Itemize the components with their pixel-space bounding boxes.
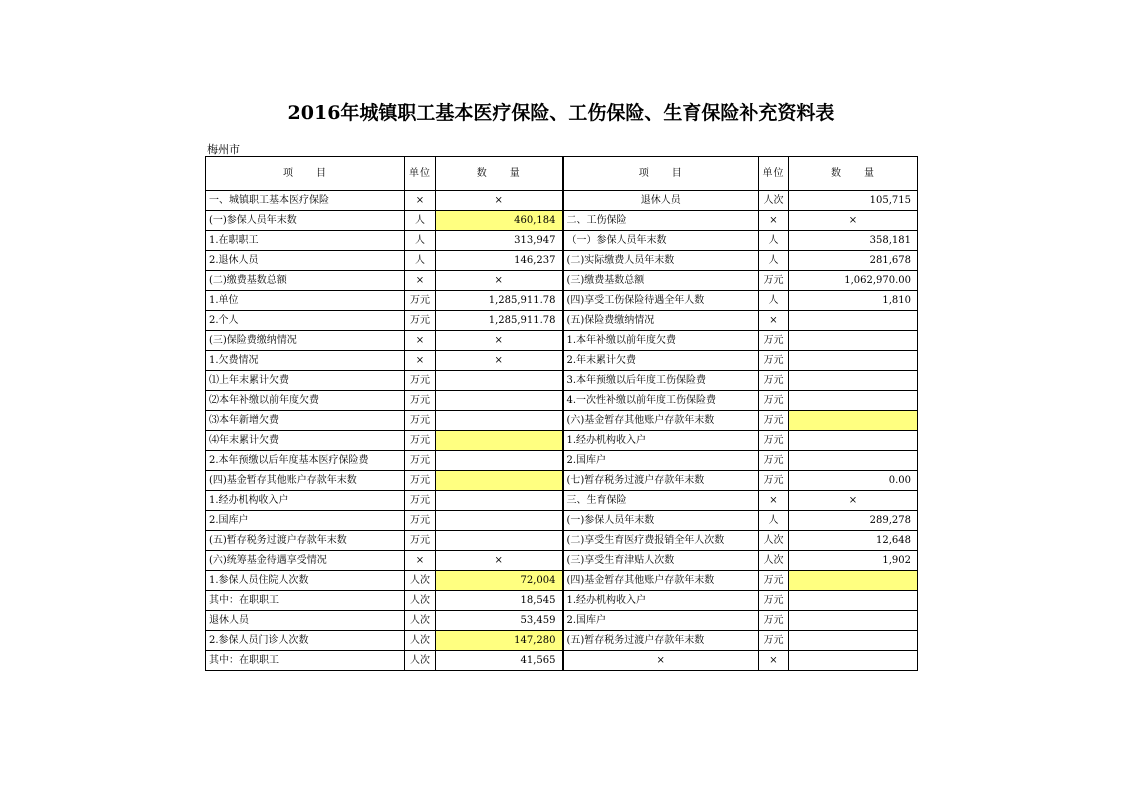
left-unit-cell: 万元 [405, 471, 436, 491]
left-value-cell: 1,285,911.78 [436, 311, 563, 331]
right-item-cell: 4.一次性补缴以前年度工伤保险费 [563, 391, 759, 411]
right-item-cell: (四)享受工伤保险待遇全年人数 [563, 291, 759, 311]
right-unit-cell: 人 [759, 511, 789, 531]
left-value-cell: 72,004 [436, 571, 563, 591]
left-value-cell [436, 411, 563, 431]
left-value-cell: 460,184 [436, 211, 563, 231]
left-unit-cell: × [405, 191, 436, 211]
right-unit-cell: 人 [759, 251, 789, 271]
left-item-cell: 2.退休人员 [206, 251, 405, 271]
left-value-cell: × [436, 331, 563, 351]
left-item-cell: 2.个人 [206, 311, 405, 331]
table-row [206, 611, 918, 631]
right-unit-cell: × [759, 211, 789, 231]
right-item-cell: （一）参保人员年末数 [563, 231, 759, 251]
left-value-cell [436, 371, 563, 391]
left-item-cell: (二)缴费基数总额 [206, 271, 405, 291]
table-row [206, 251, 918, 271]
supplementary-data-table [205, 156, 918, 671]
left-item-cell: (五)暂存税务过渡户存款年末数 [206, 531, 405, 551]
right-value-cell: 12,648 [789, 531, 918, 551]
left-item-cell: 2.国库户 [206, 511, 405, 531]
right-value-cell [789, 391, 918, 411]
right-item-cell: 2.国库户 [563, 611, 759, 631]
right-unit-cell: 万元 [759, 631, 789, 651]
right-item-cell: 2.国库户 [563, 451, 759, 471]
right-value-cell: × [789, 211, 918, 231]
left-unit-cell: 万元 [405, 511, 436, 531]
table-row [206, 331, 918, 351]
left-item-cell: ⑷年末累计欠费 [206, 431, 405, 451]
right-item-cell: (二)实际缴费人员年末数 [563, 251, 759, 271]
right-unit-cell: 万元 [759, 331, 789, 351]
right-value-cell: 1,062,970.00 [789, 271, 918, 291]
table-row [206, 651, 918, 671]
left-item-cell: (四)基金暂存其他账户存款年末数 [206, 471, 405, 491]
left-unit-cell: 万元 [405, 531, 436, 551]
right-item-cell: 1.经办机构收入户 [563, 431, 759, 451]
left-unit-cell: 万元 [405, 451, 436, 471]
right-item-cell: × [563, 651, 759, 671]
table-row [206, 231, 918, 251]
right-value-cell: × [789, 491, 918, 511]
table-row [206, 491, 918, 511]
left-unit-cell: 人 [405, 211, 436, 231]
table-header-row [206, 157, 918, 191]
right-value-cell: 358,181 [789, 231, 918, 251]
table-row [206, 211, 918, 231]
right-item-cell: (五)暂存税务过渡户存款年末数 [563, 631, 759, 651]
left-value-cell [436, 451, 563, 471]
right-item-cell: 3.本年预缴以后年度工伤保险费 [563, 371, 759, 391]
table-row [206, 451, 918, 471]
left-value-cell [436, 491, 563, 511]
right-value-cell [789, 591, 918, 611]
table-row [206, 511, 918, 531]
left-item-cell: 其中：在职职工 [206, 591, 405, 611]
table-row [206, 351, 918, 371]
left-item-cell: 2.本年预缴以后年度基本医疗保险费 [206, 451, 405, 471]
left-value-cell: 146,237 [436, 251, 563, 271]
table-row [206, 591, 918, 611]
left-value-cell: × [436, 551, 563, 571]
table-row [206, 291, 918, 311]
region-label: 梅州市 [207, 143, 240, 156]
left-item-cell: (六)统筹基金待遇享受情况 [206, 551, 405, 571]
page-title: 2016年城镇职工基本医疗保险、工伤保险、生育保险补充资料表 [287, 102, 835, 124]
right-unit-cell: 万元 [759, 411, 789, 431]
right-value-cell [789, 451, 918, 471]
right-unit-cell: 万元 [759, 451, 789, 471]
right-value-cell: 105,715 [789, 191, 918, 211]
right-unit-cell: 万元 [759, 271, 789, 291]
right-item-cell: 二、工伤保险 [563, 211, 759, 231]
left-value-cell: 41,565 [436, 651, 563, 671]
left-item-cell: 1.参保人员住院人次数 [206, 571, 405, 591]
right-value-cell: 1,902 [789, 551, 918, 571]
table-row [206, 391, 918, 411]
right-unit-cell: 万元 [759, 431, 789, 451]
right-item-cell: 三、生育保险 [563, 491, 759, 511]
table-row [206, 371, 918, 391]
left-value-cell: × [436, 351, 563, 371]
right-unit-cell: 人次 [759, 531, 789, 551]
right-value-cell [789, 371, 918, 391]
left-value-cell: 1,285,911.78 [436, 291, 563, 311]
header-item-right: 项 目 [563, 157, 759, 191]
right-value-cell [789, 311, 918, 331]
right-value-cell: 1,810 [789, 291, 918, 311]
right-unit-cell: 万元 [759, 591, 789, 611]
table-row [206, 531, 918, 551]
left-unit-cell: 万元 [405, 491, 436, 511]
left-unit-cell: × [405, 271, 436, 291]
right-unit-cell: 人次 [759, 551, 789, 571]
left-value-cell [436, 471, 563, 491]
left-item-cell: ⑵本年补缴以前年度欠费 [206, 391, 405, 411]
right-value-cell: 281,678 [789, 251, 918, 271]
left-unit-cell: 万元 [405, 311, 436, 331]
left-item-cell: 1.欠费情况 [206, 351, 405, 371]
right-item-cell: (三)享受生育津贴人次数 [563, 551, 759, 571]
right-unit-cell: 万元 [759, 471, 789, 491]
right-value-cell: 0.00 [789, 471, 918, 491]
left-unit-cell: 人 [405, 231, 436, 251]
left-value-cell: 313,947 [436, 231, 563, 251]
table-row [206, 311, 918, 331]
left-unit-cell: 万元 [405, 411, 436, 431]
right-unit-cell: 万元 [759, 371, 789, 391]
left-unit-cell: 人次 [405, 631, 436, 651]
left-item-cell: 1.单位 [206, 291, 405, 311]
left-unit-cell: × [405, 331, 436, 351]
left-value-cell: 53,459 [436, 611, 563, 631]
left-unit-cell: 人次 [405, 591, 436, 611]
right-item-cell: (三)缴费基数总额 [563, 271, 759, 291]
right-item-cell: (七)暂存税务过渡户存款年末数 [563, 471, 759, 491]
right-item-cell: (二)享受生育医疗费报销全年人次数 [563, 531, 759, 551]
left-item-cell: 1.经办机构收入户 [206, 491, 405, 511]
right-value-cell [789, 351, 918, 371]
left-item-cell: 一、城镇职工基本医疗保险 [206, 191, 405, 211]
right-unit-cell: × [759, 491, 789, 511]
left-unit-cell: 万元 [405, 431, 436, 451]
table-row [206, 551, 918, 571]
right-unit-cell: 万元 [759, 571, 789, 591]
right-value-cell [789, 571, 918, 591]
table-row [206, 471, 918, 491]
left-unit-cell: 万元 [405, 391, 436, 411]
left-value-cell: 147,280 [436, 631, 563, 651]
right-item-cell: 1.本年补缴以前年度欠费 [563, 331, 759, 351]
right-unit-cell: 万元 [759, 351, 789, 371]
right-unit-cell: × [759, 311, 789, 331]
right-unit-cell: 万元 [759, 611, 789, 631]
left-unit-cell: 万元 [405, 371, 436, 391]
left-unit-cell: 人 [405, 251, 436, 271]
header-unit-right: 单位 [759, 157, 789, 191]
left-value-cell: × [436, 191, 563, 211]
right-value-cell [789, 331, 918, 351]
left-unit-cell: × [405, 551, 436, 571]
left-item-cell: 其中：在职职工 [206, 651, 405, 671]
left-value-cell [436, 531, 563, 551]
left-item-cell: ⑴上年末累计欠费 [206, 371, 405, 391]
right-value-cell: 289,278 [789, 511, 918, 531]
right-value-cell [789, 631, 918, 651]
right-unit-cell: 万元 [759, 391, 789, 411]
left-value-cell: 18,545 [436, 591, 563, 611]
header-item-left: 项 目 [206, 157, 405, 191]
left-value-cell: × [436, 271, 563, 291]
table-row [206, 411, 918, 431]
header-unit-left: 单位 [405, 157, 436, 191]
right-item-cell: (五)保险费缴纳情况 [563, 311, 759, 331]
table-row [206, 631, 918, 651]
left-item-cell: (一)参保人员年末数 [206, 211, 405, 231]
left-item-cell: 1.在职职工 [206, 231, 405, 251]
right-value-cell [789, 651, 918, 671]
right-item-cell: (四)基金暂存其他账户存款年末数 [563, 571, 759, 591]
right-item-cell: 1.经办机构收入户 [563, 591, 759, 611]
left-item-cell: ⑶本年新增欠费 [206, 411, 405, 431]
left-item-cell: 2.参保人员门诊人次数 [206, 631, 405, 651]
left-value-cell [436, 431, 563, 451]
left-unit-cell: 人次 [405, 651, 436, 671]
left-unit-cell: × [405, 351, 436, 371]
right-unit-cell: 人次 [759, 191, 789, 211]
right-unit-cell: 人 [759, 291, 789, 311]
right-unit-cell: × [759, 651, 789, 671]
right-item-cell: (六)基金暂存其他账户存款年末数 [563, 411, 759, 431]
right-value-cell [789, 431, 918, 451]
right-item-cell: (一)参保人员年末数 [563, 511, 759, 531]
right-item-cell: 2.年末累计欠费 [563, 351, 759, 371]
left-value-cell [436, 511, 563, 531]
table-row [206, 191, 918, 211]
right-unit-cell: 人 [759, 231, 789, 251]
right-value-cell [789, 411, 918, 431]
left-unit-cell: 人次 [405, 571, 436, 591]
table-row [206, 571, 918, 591]
header-qty-right: 数 量 [789, 157, 918, 191]
left-item-cell: 退休人员 [206, 611, 405, 631]
table-row [206, 431, 918, 451]
left-unit-cell: 万元 [405, 291, 436, 311]
right-item-cell: 退休人员 [563, 191, 759, 211]
right-value-cell [789, 611, 918, 631]
left-value-cell [436, 391, 563, 411]
header-qty-left: 数 量 [436, 157, 563, 191]
left-unit-cell: 人次 [405, 611, 436, 631]
table-row [206, 271, 918, 291]
left-item-cell: (三)保险费缴纳情况 [206, 331, 405, 351]
